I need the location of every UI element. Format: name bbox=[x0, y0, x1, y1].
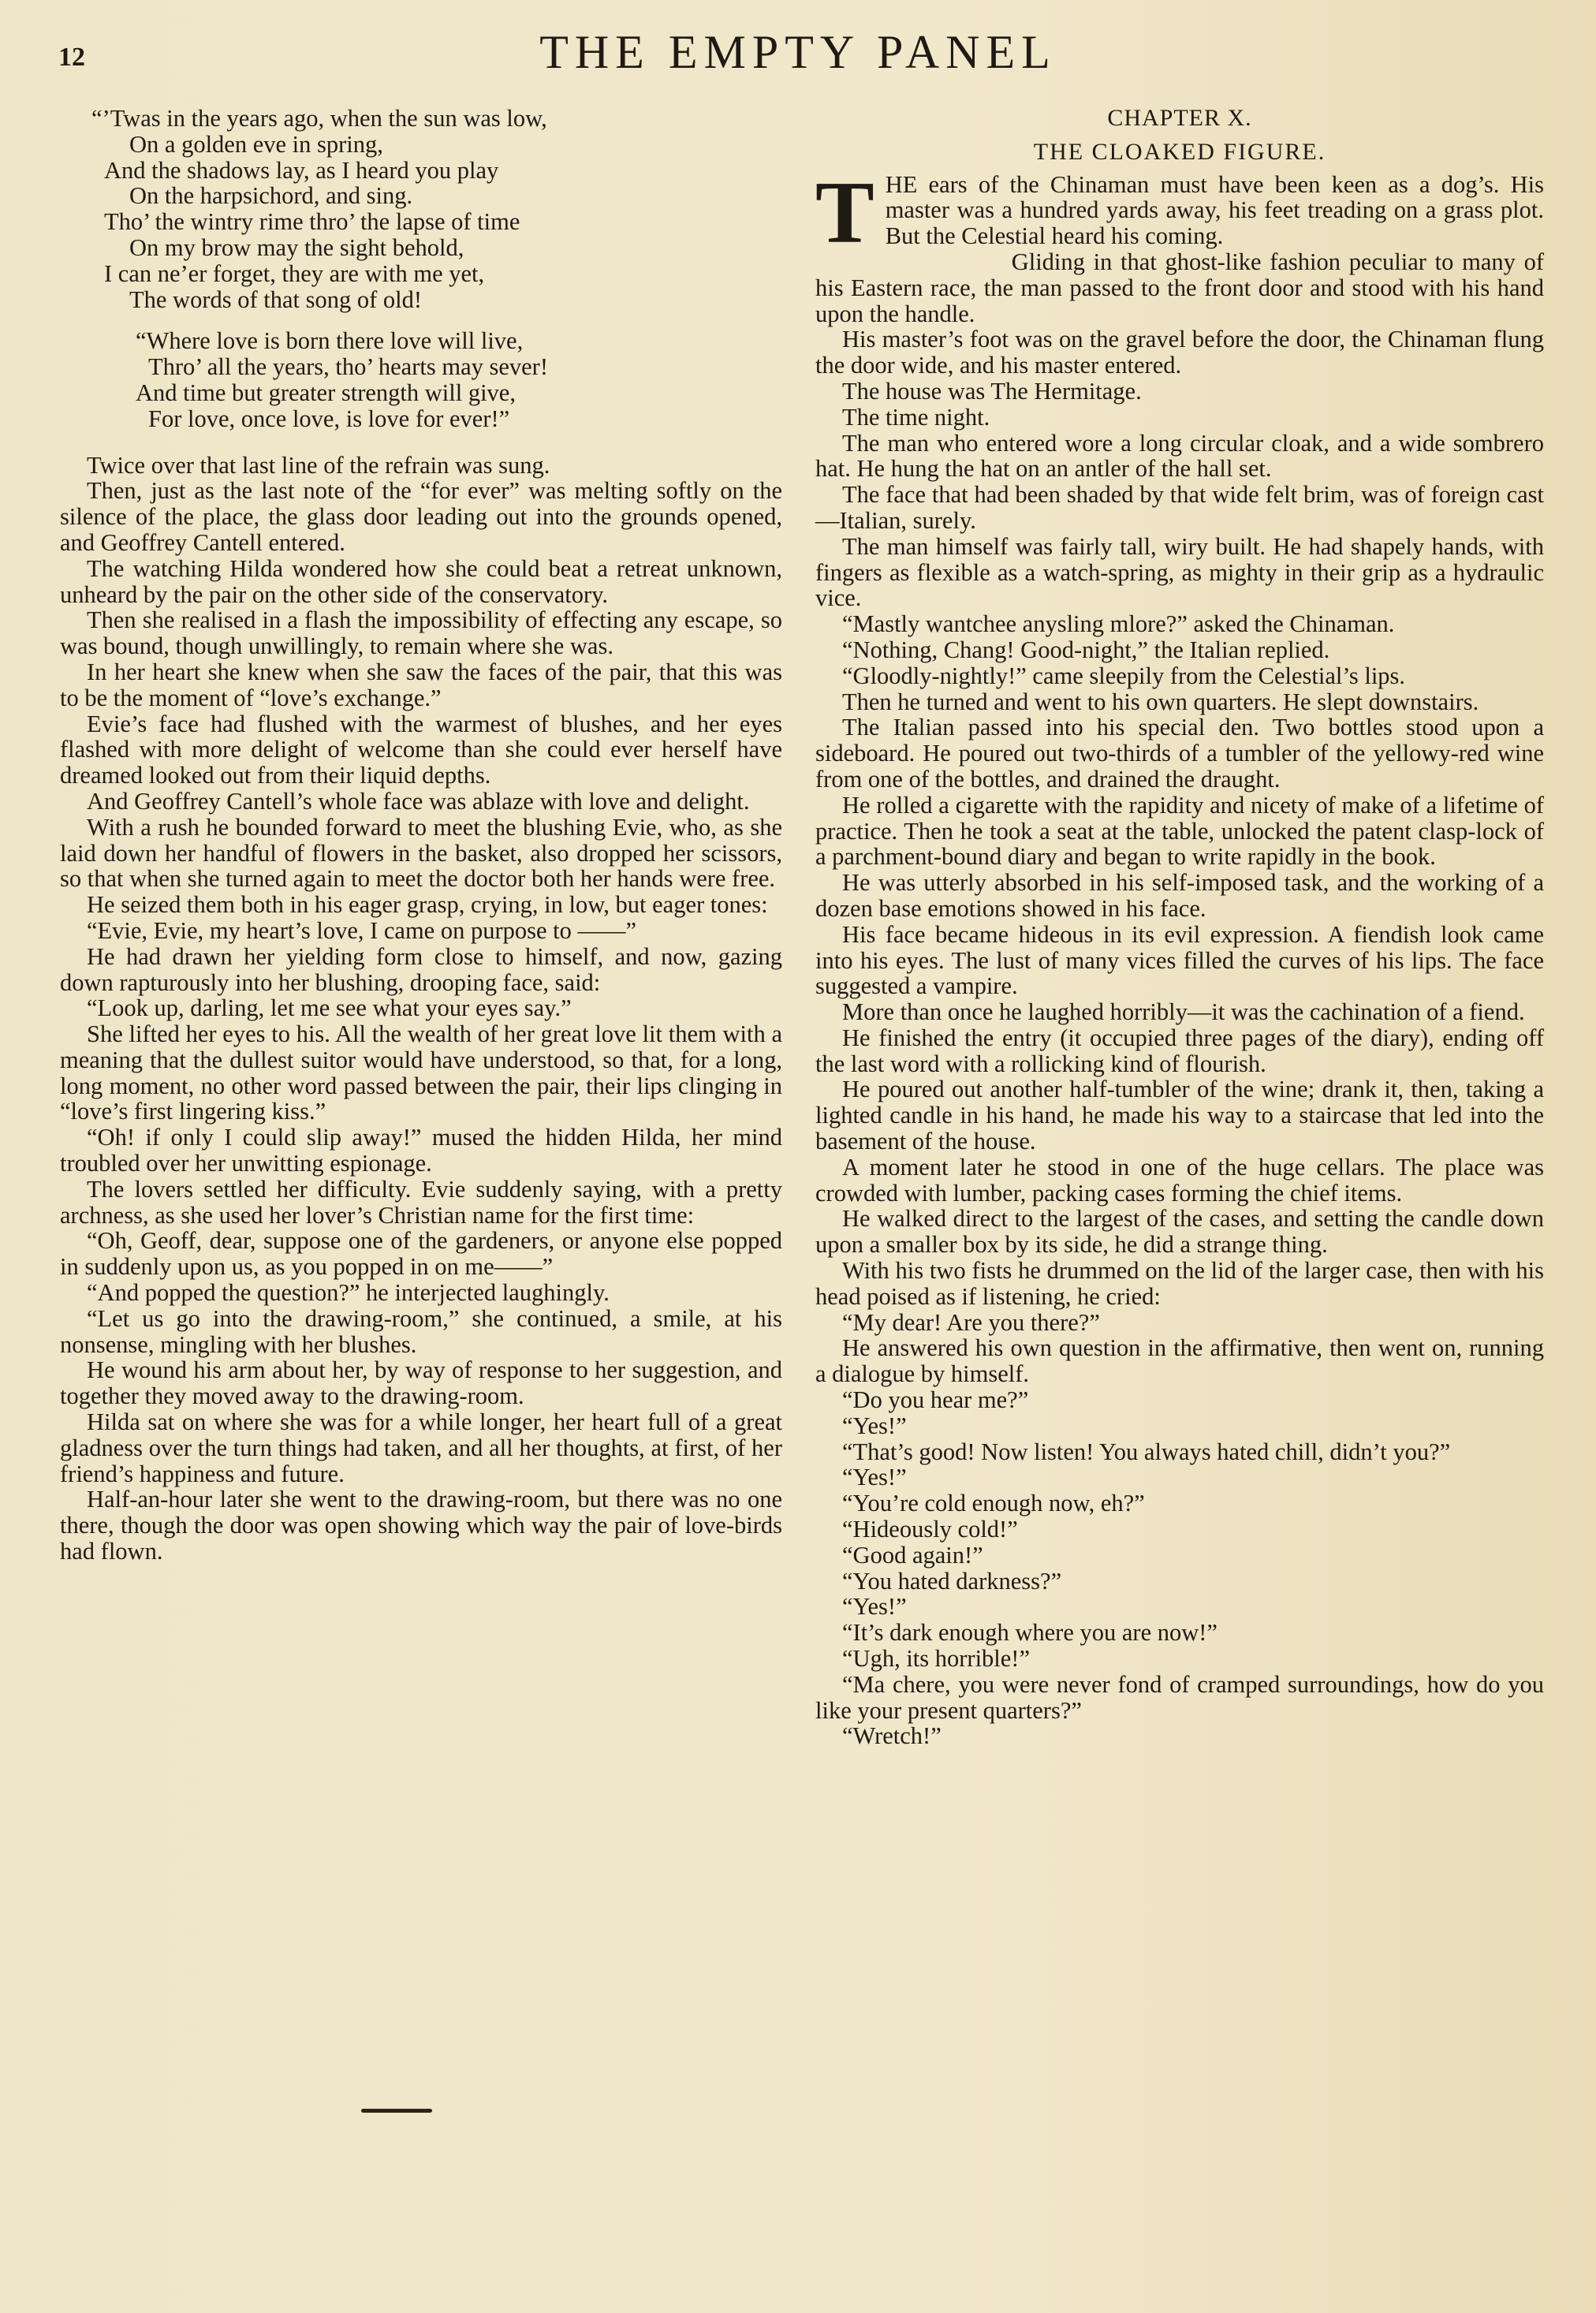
paragraph: “Let us go into the drawing-room,” she continued, a smile, at his nonsense, mingling with her blushes. bbox=[60, 1304, 782, 1358]
paragraph: “It’s dark enough where you are now!” bbox=[842, 1619, 1218, 1647]
right-column bbox=[815, 106, 1544, 1749]
opening-paragraph bbox=[815, 163, 1544, 262]
paragraph: “Nothing, Chang! Good-night,” the Italian replied. bbox=[842, 636, 1330, 663]
poem-line: On the harpsichord, and sing. bbox=[129, 182, 413, 210]
paragraph: Then she realised in a flash the impossibility of effecting any escape, so was bound, though unwillingly, to remain where she was. bbox=[60, 606, 782, 660]
paragraph: The man who entered wore a long circular cloak, and a wide sombrero hat. He hung the hat on an antler of the hall set. bbox=[815, 429, 1544, 483]
paragraph: “Wretch!” bbox=[842, 1722, 942, 1750]
paragraph: “Good again!” bbox=[842, 1541, 983, 1569]
paragraph: More than once he laughed horribly—it was the cachination of a fiend. bbox=[842, 998, 1525, 1026]
poem-line: “’Twas in the years ago, when the sun was low, bbox=[91, 105, 547, 132]
right-column-text bbox=[815, 249, 1544, 1749]
paragraph: “Evie, Evie, my heart’s love, I came on purpose to ——” bbox=[87, 916, 637, 944]
paragraph: He rolled a cigarette with the rapidity and nicety of make of a lifetime of practice. Then he took a seat at the table, unlocked the patent clasp-lock of a parchment-bound diary and began to write rapidly in the book. bbox=[815, 791, 1544, 871]
poem-stanza-1 bbox=[60, 106, 782, 312]
paragraph: “Yes!” bbox=[842, 1412, 907, 1439]
paragraph: His master’s foot was on the gravel before the door, the Chinaman flung the door wide, and his master entered. bbox=[815, 326, 1544, 379]
refrain-line: Thro’ all the years, tho’ hearts may sever! bbox=[148, 353, 548, 381]
paragraph: “Do you hear me?” bbox=[842, 1386, 1029, 1414]
paragraph: The face that had been shaded by that wide felt brim, was of foreign cast—Italian, surely. bbox=[815, 481, 1544, 534]
refrain-line: For love, once love, is love for ever!” bbox=[148, 405, 510, 432]
poem-line: On my brow may the sight behold, bbox=[129, 233, 464, 261]
paragraph: With a rush he bounded forward to meet the blushing Evie, who, as she laid down her handful of flowers in the basket, also dropped her scissors, so that when she turned again to meet the doctor both her hands were free. bbox=[60, 813, 782, 893]
paragraph: He wound his arm about her, by way of response to her suggestion, and together they moved away to the drawing-room. bbox=[60, 1356, 782, 1410]
paragraph: Half-an-hour later she went to the drawing-room, but there was no one there, though the door was open showing which way the pair of love-birds had flown. bbox=[60, 1486, 782, 1565]
paragraph: “Hideously cold!” bbox=[842, 1516, 1018, 1543]
paragraph: “Ugh, its horrible!” bbox=[842, 1645, 1030, 1673]
left-column bbox=[60, 106, 782, 1565]
paragraph: “And popped the question?” he interjected laughingly. bbox=[87, 1279, 610, 1307]
paragraph: “Yes!” bbox=[842, 1593, 907, 1621]
paragraph: The Italian passed into his special den. Two bottles stood upon a sideboard. He poured out two-thirds of a tumbler of the yellowy-red wine from one of the bottles, and drained the draught. bbox=[815, 714, 1544, 793]
section-divider bbox=[361, 2109, 432, 2113]
paragraph: A moment later he stood in one of the huge cellars. The place was crowded with lumber, packing cases forming the chief items. bbox=[815, 1153, 1544, 1207]
paragraph: He walked direct to the largest of the cases, and setting the candle down upon a smaller box by its side, he did a strange thing. bbox=[815, 1205, 1544, 1259]
drop-cap: T bbox=[815, 163, 874, 262]
paragraph: “Oh! if only I could slip away!” mused the hidden Hilda, her mind troubled over her unwitting espionage. bbox=[60, 1124, 782, 1177]
paragraph: The house was The Hermitage. bbox=[842, 377, 1142, 405]
paragraph: He was utterly absorbed in his self-imposed task, and the working of a dozen base emotions showed in his face. bbox=[815, 869, 1544, 922]
poem-line: On a golden eve in spring, bbox=[129, 130, 383, 158]
paragraph: He poured out another half-tumbler of the wine; drank it, then, taking a lighted candle in his hand, he made his way to a staircase that led into the basement of the house. bbox=[815, 1076, 1544, 1155]
refrain-line: And time but greater strength will give, bbox=[136, 379, 516, 406]
running-title: THE EMPTY PANEL bbox=[539, 26, 1057, 78]
paragraph: His face became hideous in its evil expression. A fiendish look came into his eyes. The lust of many vices filled the curves of his lips. The face suggested a vampire. bbox=[815, 920, 1544, 1000]
paragraph: Then he turned and went to his own quarters. He slept downstairs. bbox=[842, 688, 1479, 715]
paragraph: “My dear! Are you there?” bbox=[842, 1308, 1100, 1336]
paragraph: Hilda sat on where she was for a while longer, her heart full of a great gladness over the turn things had taken, and all her thoughts, at first, of her friend’s happiness and future. bbox=[60, 1408, 782, 1487]
poem-line: I can ne’er forget, they are with me yet, bbox=[104, 259, 485, 287]
paragraph: “Yes!” bbox=[842, 1464, 907, 1491]
chapter-number: CHAPTER X. bbox=[1107, 105, 1252, 131]
paragraph: He had drawn her yielding form close to himself, and now, gazing down rapturously into her blushing, drooping face, said: bbox=[60, 942, 782, 996]
paragraph: “Oh, Geoff, dear, suppose one of the gardeners, or anyone else popped in suddenly upon us, as you popped in on me——” bbox=[60, 1227, 782, 1281]
paragraph: “Gloodly-nightly!” came sleepily from the Celestial’s lips. bbox=[842, 662, 1406, 689]
paragraph: “You hated darkness?” bbox=[842, 1567, 1062, 1595]
paragraph: In her heart she knew when she saw the faces of the pair, that this was to be the moment of “love’s exchange.” bbox=[60, 658, 782, 711]
chapter-title: THE CLOAKED FIGURE. bbox=[1033, 138, 1326, 165]
paragraph: “Ma chere, you were never fond of cramped surroundings, how do you like your present quarters?” bbox=[815, 1670, 1544, 1724]
paragraph: With his two fists he drummed on the lid of the larger case, then with his head poised as if listening, he cried: bbox=[815, 1257, 1544, 1310]
paragraph: The time night. bbox=[842, 403, 990, 431]
paragraph: The lovers settled her difficulty. Evie suddenly saying, with a pretty archness, as she used her lover’s Christian name for the first time: bbox=[60, 1175, 782, 1229]
left-column-text bbox=[60, 453, 782, 1565]
paragraph: He answered his own question in the affirmative, then went on, running a dialogue by himself. bbox=[815, 1334, 1544, 1388]
paragraph: “You’re cold enough now, eh?” bbox=[842, 1490, 1145, 1517]
paragraph: She lifted her eyes to his. All the wealth of her great love lit them with a meaning that the dullest suitor would have understood, so that, for a long, long moment, no other word passed between the pair, their lips clinging in “love’s first lingering kiss.” bbox=[60, 1020, 782, 1125]
paragraph: “Mastly wantchee anysling mlore?” asked the Chinaman. bbox=[842, 610, 1395, 638]
opening-text: HE ears of the Chinaman must have been keen as a dog’s. His master was a hundred yards away, his feet treading on a grass plot. But the Celestial heard his coming. bbox=[885, 170, 1544, 250]
paragraph: The man himself was fairly tall, wiry built. He had shapely hands, with fingers as flexible as a watch-spring, as mighty in their grip as a hydraulic vice. bbox=[815, 532, 1544, 612]
paragraph: “Look up, darling, let me see what your eyes say.” bbox=[87, 994, 572, 1022]
paragraph: He seized them both in his eager grasp, crying, in low, but eager tones: bbox=[87, 891, 768, 919]
paragraph: Twice over that last line of the refrain was sung. bbox=[87, 451, 550, 479]
poem-line: Tho’ the wintry rime thro’ the lapse of time bbox=[104, 208, 520, 236]
refrain-line: “Where love is born there love will live, bbox=[136, 327, 524, 355]
paragraph: And Geoffrey Cantell’s whole face was ablaze with love and delight. bbox=[87, 787, 750, 815]
poem-line: The words of that song of old! bbox=[129, 285, 423, 313]
paragraph: “That’s good! Now listen! You always hated chill, didn’t you?” bbox=[842, 1438, 1451, 1465]
paragraph: He finished the entry (it occupied three pages of the diary), ending off the last word with a rollicking kind of flourish. bbox=[815, 1024, 1544, 1077]
paragraph: Evie’s face had flushed with the warmest of blushes, and her eyes flashed with more delight of welcome than she could ever herself have dreamed looked out from their liquid depths. bbox=[60, 710, 782, 789]
page-header bbox=[0, 22, 1596, 77]
paragraph: Gliding in that ghost-like fashion peculiar to many of his Eastern race, the man passed to the front door and stood with his hand upon the handle. bbox=[815, 248, 1544, 327]
poem-line: And the shadows lay, as I heard you play bbox=[104, 156, 499, 184]
poem-refrain bbox=[60, 328, 782, 431]
paragraph: Then, just as the last note of the “for ever” was melting softly on the silence of the place, the glass door leading out into the grounds opened, and Geoffrey Cantell entered. bbox=[60, 477, 782, 556]
paragraph: The watching Hilda wondered how she could beat a retreat unknown, unheard by the pair on the other side of the conservatory. bbox=[60, 554, 782, 608]
page-number: 12 bbox=[58, 43, 85, 72]
